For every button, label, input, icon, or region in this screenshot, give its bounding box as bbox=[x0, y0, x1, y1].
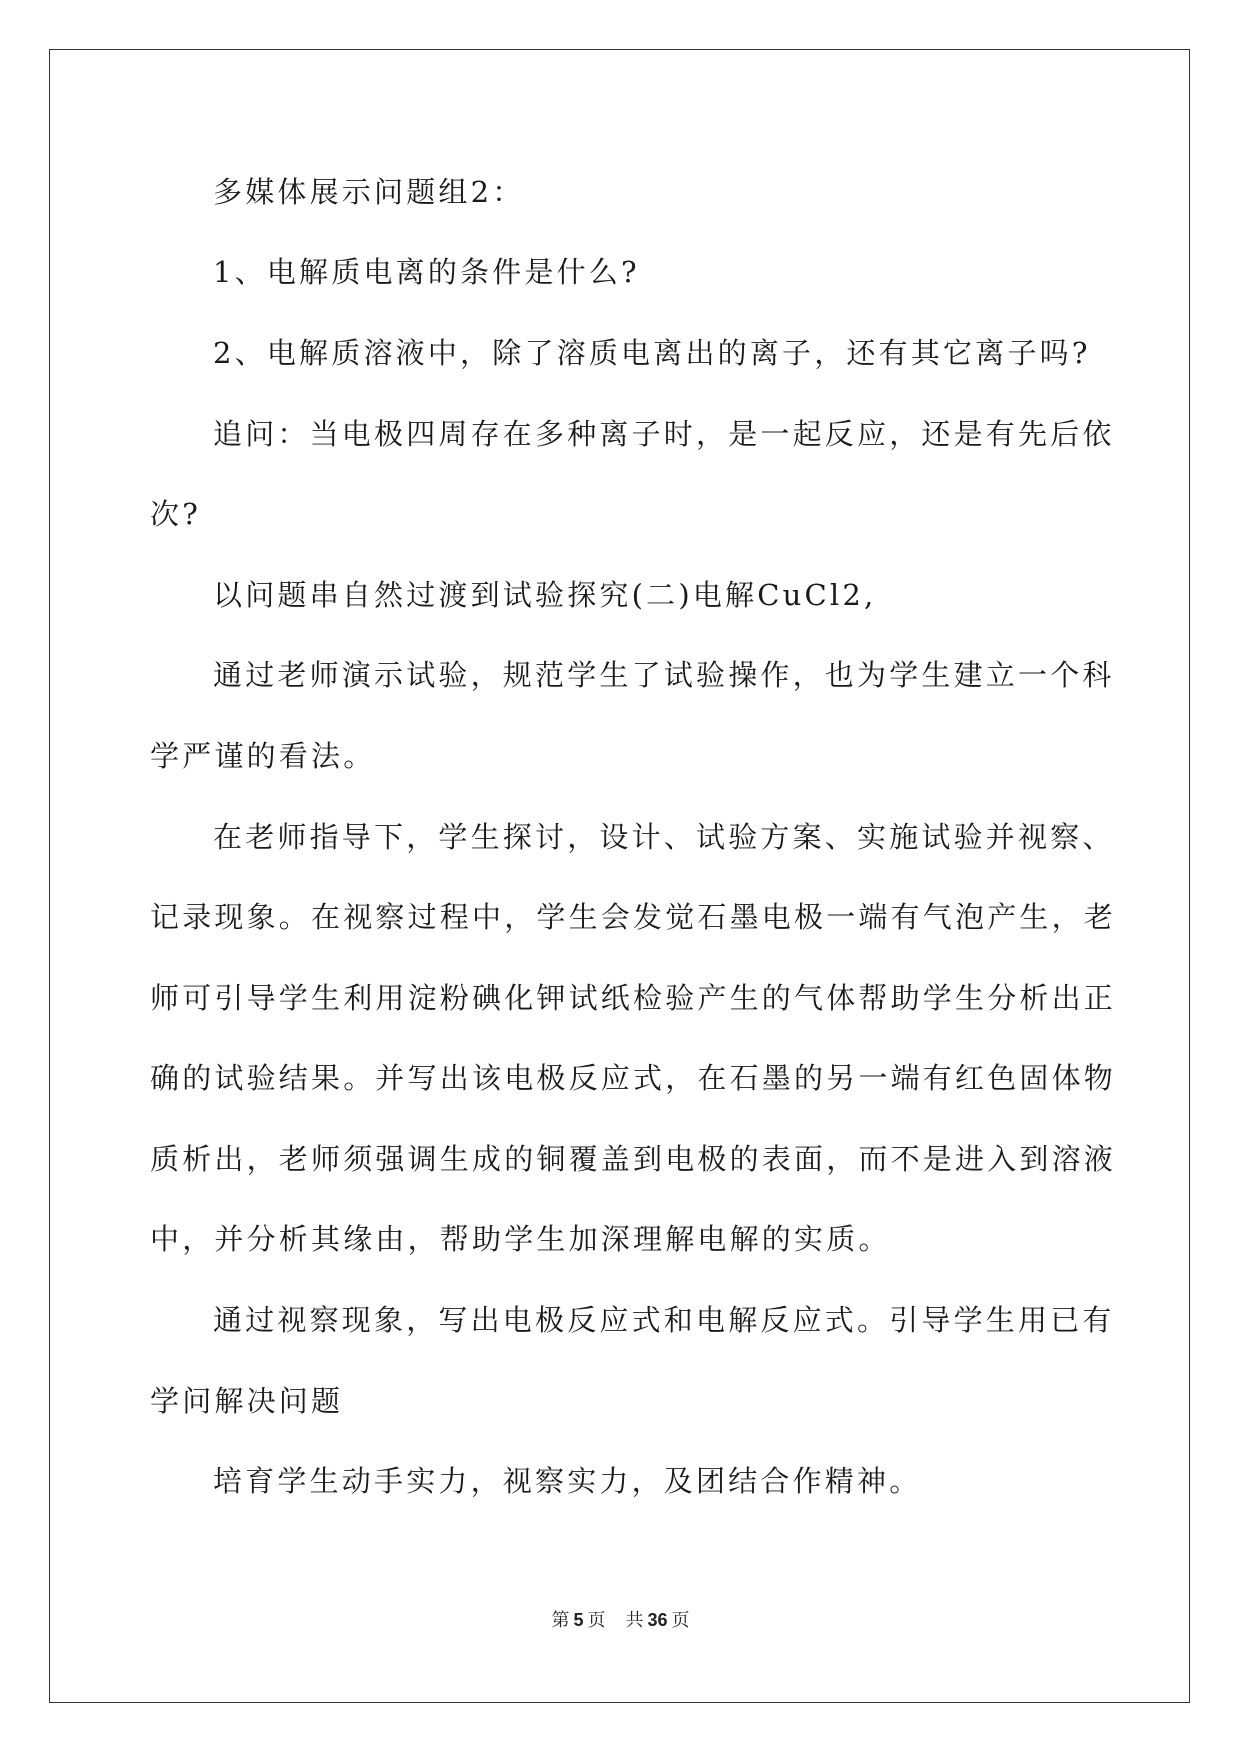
page-border bbox=[49, 49, 1190, 1703]
footer-total-suffix: 页 bbox=[671, 1610, 690, 1630]
text-line: 次? bbox=[150, 497, 201, 531]
footer-total-pages: 36 bbox=[647, 1610, 668, 1630]
text-line: 质析出，老师须强调生成的铜覆盖到电极的表面，而不是进入到溶液 bbox=[150, 1142, 1117, 1176]
text-line: 记录现象。在视察过程中，学生会发觉石墨电极一端有气泡产生，老 bbox=[150, 900, 1117, 934]
footer-total-prefix: 共 bbox=[625, 1610, 644, 1630]
footer-page-number: 5 bbox=[573, 1610, 584, 1630]
footer-page-suffix: 页 bbox=[587, 1610, 606, 1630]
text-line: 确的试验结果。并写出该电极反应式，在石墨的另一端有红色固体物 bbox=[150, 1061, 1117, 1095]
text-line: 在老师指导下，学生探讨，设计、试验方案、实施试验并视察、 bbox=[213, 820, 1115, 854]
text-line: 培育学生动手实力，视察实力，及团结合作精神。 bbox=[213, 1464, 922, 1498]
footer-page-prefix: 第 bbox=[551, 1610, 570, 1630]
page-footer bbox=[0, 1606, 1241, 1632]
text-line: 多媒体展示问题组2： bbox=[213, 175, 525, 209]
text-line: 学问解决问题 bbox=[150, 1384, 344, 1418]
text-line: 中，并分析其缘由，帮助学生加深理解电解的实质。 bbox=[150, 1222, 891, 1256]
text-line: 1、电解质电离的条件是什么? bbox=[213, 255, 640, 289]
text-line: 通过老师演示试验，规范学生了试验操作，也为学生建立一个科 bbox=[213, 658, 1115, 692]
text-line: 师可引导学生利用淀粉碘化钾试纸检验产生的气体帮助学生分析出正 bbox=[150, 981, 1117, 1015]
text-line: 追问：当电极四周存在多种离子时，是一起反应，还是有先后依 bbox=[213, 417, 1115, 451]
text-line: 通过视察现象，写出电极反应式和电解反应式。引导学生用已有 bbox=[213, 1303, 1115, 1337]
text-line: 以问题串自然过渡到试验探究(二)电解CuCl2, bbox=[213, 578, 877, 612]
text-line: 学严谨的看法。 bbox=[150, 739, 376, 773]
text-line: 2、电解质溶液中，除了溶质电离出的离子，还有其它离子吗? bbox=[213, 336, 1091, 370]
